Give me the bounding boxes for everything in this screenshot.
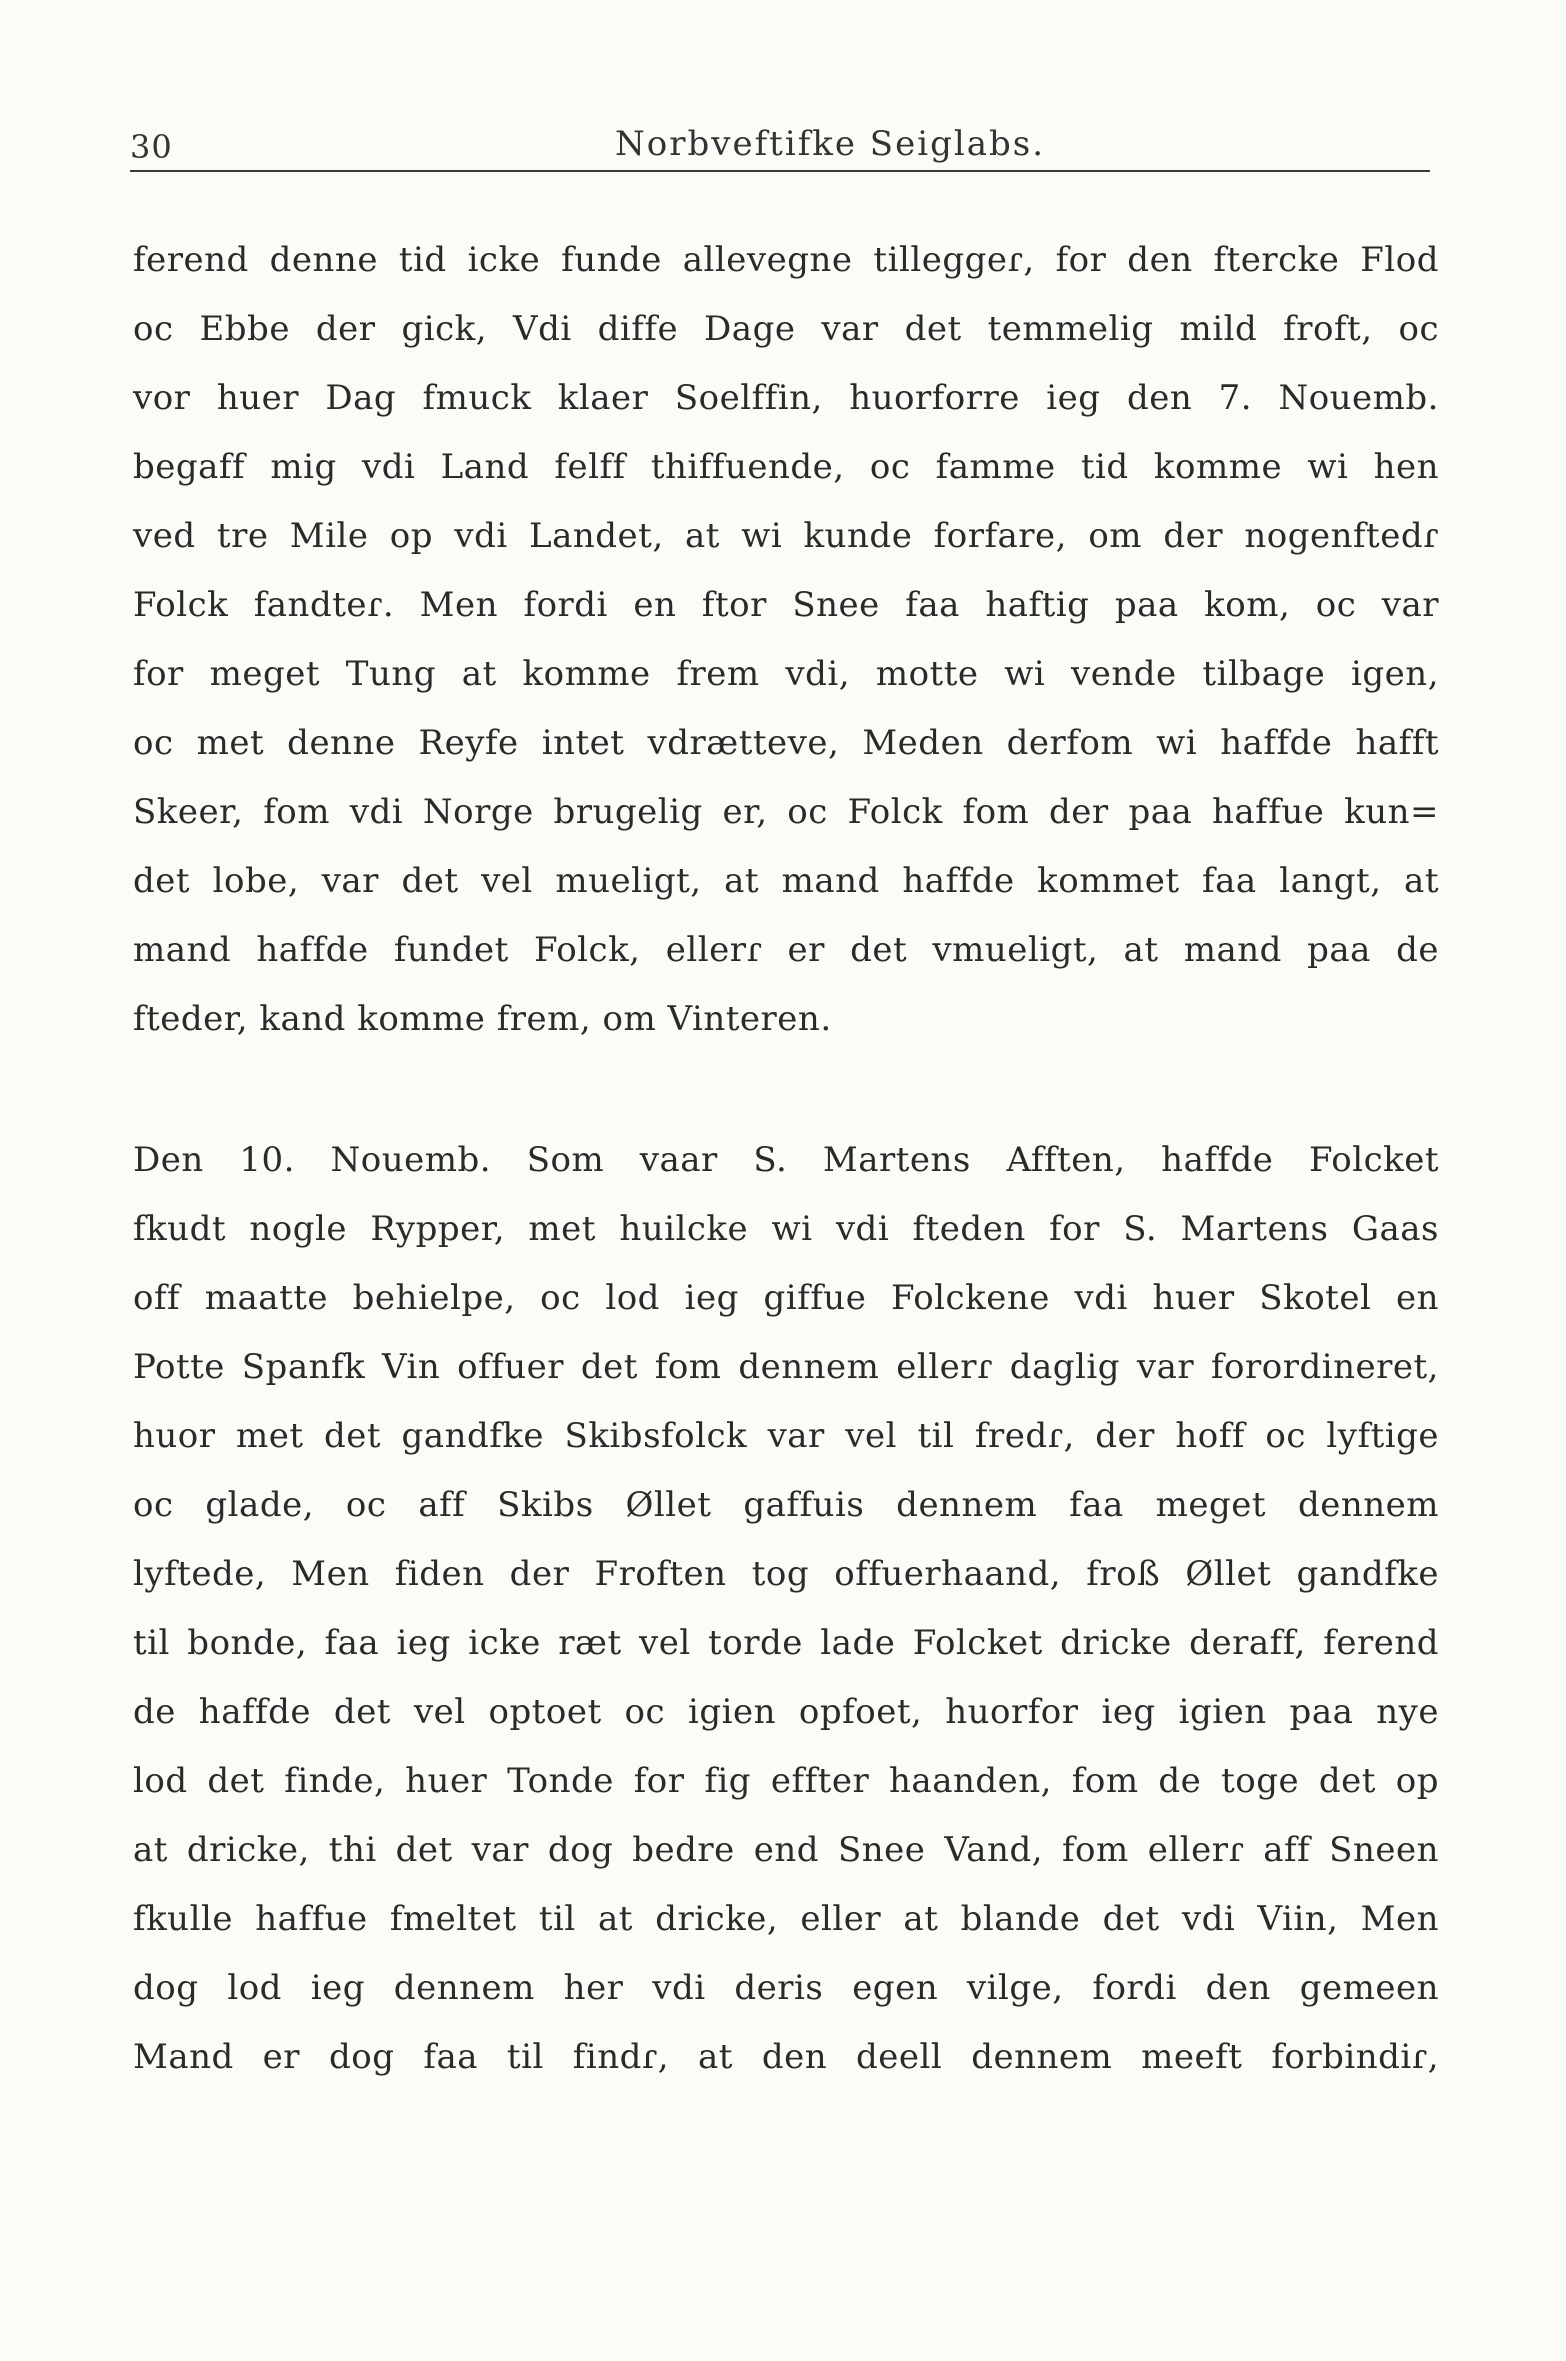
text-line: Den 10. Nouemb. Som vaar S. Martens Afften, haffde Folcket [133, 1140, 1439, 1180]
text-line: fteder, kand komme frem, om Vinteren. [133, 999, 832, 1039]
text-line: off maatte behielpe, oc lod ieg giffue Folckene vdi huer Skotel en [133, 1278, 1439, 1318]
text-line: begaff mig vdi Land felff thiffuende, oc famme tid komme wi hen [133, 447, 1439, 487]
text-line: de haffde det vel optoet oc igien opfoet, huorfor ieg igien paa nye [133, 1692, 1439, 1732]
text-line: for meget Tung at komme frem vdi, motte wi vende tilbage igen, [133, 654, 1439, 694]
text-line: Skeer, fom vdi Norge brugelig er, oc Folck fom der paa haffue kun= [133, 792, 1439, 832]
text-line: lyftede, Men fiden der Froften tog offuerhaand, froß Øllet gandfke [133, 1554, 1439, 1594]
paragraph [133, 226, 1439, 1054]
running-title: Norbveftifke Seiglabs. [615, 124, 1046, 164]
text-line: Potte Spanfk Vin offuer det fom dennem ellerɾ daglig var forordineret, [133, 1347, 1439, 1387]
page-header [130, 118, 1430, 168]
page-number: 30 [130, 128, 173, 166]
text-line: huor met det gandfke Skibsfolck var vel til fredɾ, der hoff oc lyftige [133, 1416, 1439, 1456]
text-line: vor huer Dag fmuck klaer Soelffin, huorforre ieg den 7. Nouemb. [133, 378, 1439, 418]
text-line: mand haffde fundet Folck, ellerɾ er det vmueligt, at mand paa de [133, 930, 1439, 970]
text-line: fkulle haffue fmeltet til at dricke, eller at blande det vdi Viin, Men [133, 1899, 1439, 1939]
text-line: Mand er dog faa til findɾ, at den deell dennem meeft forbindiɾ, [133, 2037, 1439, 2077]
text-line: at dricke, thi det var dog bedre end Snee Vand, fom ellerɾ aff Sneen [133, 1830, 1439, 1870]
text-line: det lobe, var det vel mueligt, at mand haffde kommet faa langt, at [133, 861, 1439, 901]
text-line: lod det finde, huer Tonde for fig effter haanden, fom de toge det op [133, 1761, 1439, 1801]
text-line: fkudt nogle Rypper, met huilcke wi vdi fteden for S. Martens Gaas [133, 1209, 1439, 1249]
text-line: ferend denne tid icke funde allevegne tilleggeɾ, for den ftercke Flod [133, 240, 1439, 280]
text-line: oc Ebbe der gick, Vdi diffe Dage var det temmelig mild froft, oc [133, 309, 1439, 349]
text-line: oc met denne Reyfe intet vdrætteve, Meden derfom wi haffde hafft [133, 723, 1439, 763]
text-line: til bonde, faa ieg icke ræt vel torde lade Folcket dricke deraff, ferend [133, 1623, 1439, 1663]
text-line: Folck fandteɾ. Men fordi en ftor Snee faa haftig paa kom, oc var [133, 585, 1439, 625]
text-line: ved tre Mile op vdi Landet, at wi kunde forfare, om der nogenftedɾ [133, 516, 1439, 556]
text-line: oc glade, oc aff Skibs Øllet gaffuis dennem faa meget dennem [133, 1485, 1439, 1525]
header-rule [130, 170, 1430, 172]
text-line: dog lod ieg dennem her vdi deris egen vilge, fordi den gemeen [133, 1968, 1439, 2008]
paragraph [133, 1126, 1439, 2092]
